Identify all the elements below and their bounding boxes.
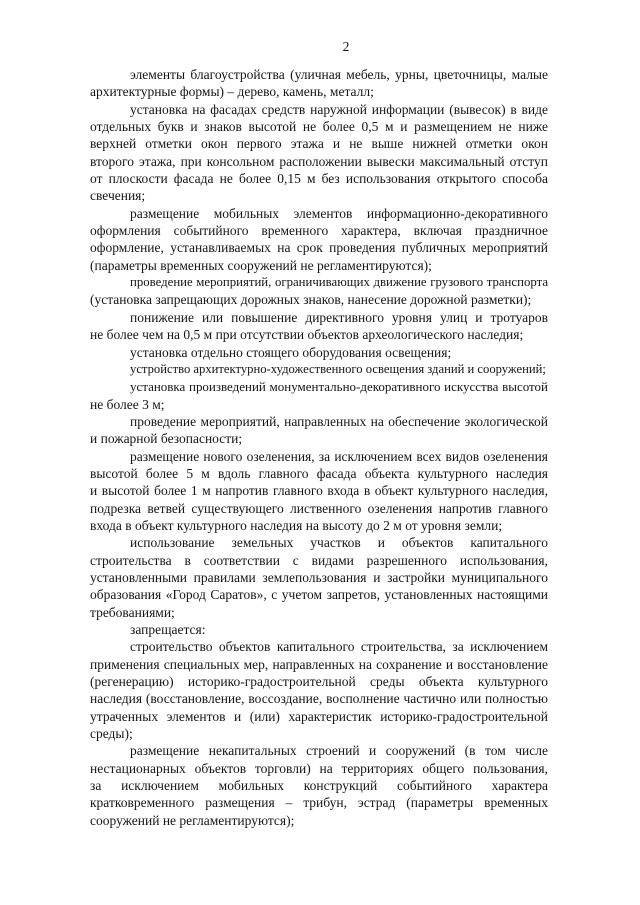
paragraph — [90, 101, 548, 205]
text-line: за исключением мобильных конструкций событийного характера — [90, 778, 548, 794]
text-line: установленными правилами землепользования и застройки муниципального — [90, 569, 548, 585]
paragraph — [90, 274, 548, 309]
text-line: (параметры временных сооружений не регламентируются); — [90, 257, 432, 273]
text-line: наследия (восстановление, воссоздание, восполнение частично или полностью — [90, 691, 548, 707]
text-line: и пожарной безопасности; — [90, 431, 243, 447]
text-line: размещение нового озеленения, за исключением всех видов озеленения — [130, 448, 548, 464]
text-line: использование земельных участков и объектов капитального — [130, 535, 548, 551]
text-line: (установка запрещающих дорожных знаков, нанесение дорожной разметки); — [90, 292, 532, 308]
text-line: требованиями; — [90, 604, 175, 620]
text-line: входа в объект культурного наследия на высоту до 2 м от уровня земли; — [90, 517, 503, 533]
text-line: понижение или повышение директивного уровня улиц и тротуаров — [130, 309, 548, 325]
paragraph — [90, 361, 548, 378]
text-line: кратковременного размещения – трибун, эстрад (параметры временных — [90, 795, 548, 811]
text-line: образования «Город Саратов», с учетом запретов, установленных настоящими — [90, 587, 548, 603]
text-line: строительство объектов капитального строительства, за исключением — [130, 639, 548, 655]
text-line: установка на фасадах средств наружной информации (вывесок) в виде — [130, 101, 548, 117]
text-line: (регенерацию) историко-градостроительной среды объекта культурного — [90, 674, 548, 690]
text-line: установка отдельно стоящего оборудования освещения; — [130, 344, 452, 360]
text-line: нестационарных объектов торговли) на территориях общего пользования, — [90, 760, 548, 776]
text-line: запрещается: — [130, 622, 206, 637]
paragraph — [90, 621, 548, 638]
paragraph — [90, 344, 548, 361]
paragraph — [90, 378, 548, 413]
text-line: проведение мероприятий, ограничивающих движение грузового транспорта — [130, 275, 548, 290]
text-line: элементы благоустройства (уличная мебель, урны, цветочницы, малые — [130, 67, 548, 82]
text-line: оформления событийного временного характера, включая праздничное — [90, 223, 548, 239]
paragraph — [90, 309, 548, 344]
paragraph — [90, 413, 548, 448]
text-line: не более 3 м; — [90, 396, 165, 412]
text-line: не более чем на 0,5 м при отсутствии объектов археологического наследия; — [90, 327, 524, 343]
paragraph — [90, 448, 548, 535]
text-line: сооружений не регламентируются); — [90, 812, 295, 828]
text-line: применения специальных мер, направленных на сохранение и восстановление — [90, 656, 548, 672]
text-line: отдельных букв и знаков высотой не более 0,5 м и размещением не ниже — [90, 119, 548, 135]
text-line: строительства в соответствии с видами разрешенного использования, — [90, 552, 548, 568]
text-line: от плоскости фасада не более 0,15 м без использования открытого способа — [90, 171, 548, 187]
text-line: свечения; — [90, 188, 146, 204]
text-line: второго этажа, при консольном расположении вывески максимальный отступ — [90, 153, 548, 169]
document-body — [90, 66, 548, 829]
text-line: подрезка ветвей существующего лиственного озеленения напротив главного — [90, 500, 548, 516]
text-line: размещение некапитальных строений и сооружений (в том числе — [130, 743, 548, 759]
text-line: верхней отметки окон первого этажа и не выше нижней отметки окон — [90, 136, 548, 152]
text-line: и высотой более 1 м напротив главного входа в объект культурного наследия, — [90, 483, 548, 499]
page-number: 2 — [342, 39, 350, 54]
text-line: утраченных элементов и (или) характеристик историко-градостроительной — [90, 708, 548, 724]
text-line: среды); — [90, 726, 133, 742]
text-line: оформление, устанавливаемых на срок проведения публичных мероприятий — [90, 240, 548, 256]
paragraph — [90, 66, 548, 101]
paragraph — [90, 534, 548, 621]
paragraph — [90, 742, 548, 829]
text-line: высотой более 5 м вдоль главного фасада объекта культурного наследия — [90, 465, 548, 481]
paragraph — [90, 638, 548, 742]
text-line: установка произведений монументально-декоративного искусства высотой — [130, 379, 548, 395]
text-line: проведение мероприятий, направленных на обеспечение экологической — [130, 413, 548, 429]
text-line: архитектурные формы) – дерево, камень, металл; — [90, 84, 374, 100]
text-line: размещение мобильных элементов информационно-декоративного — [130, 205, 548, 221]
paragraph — [90, 205, 548, 274]
text-line: устройство архитектурно-художественного освещения зданий и сооружений; — [130, 361, 546, 376]
